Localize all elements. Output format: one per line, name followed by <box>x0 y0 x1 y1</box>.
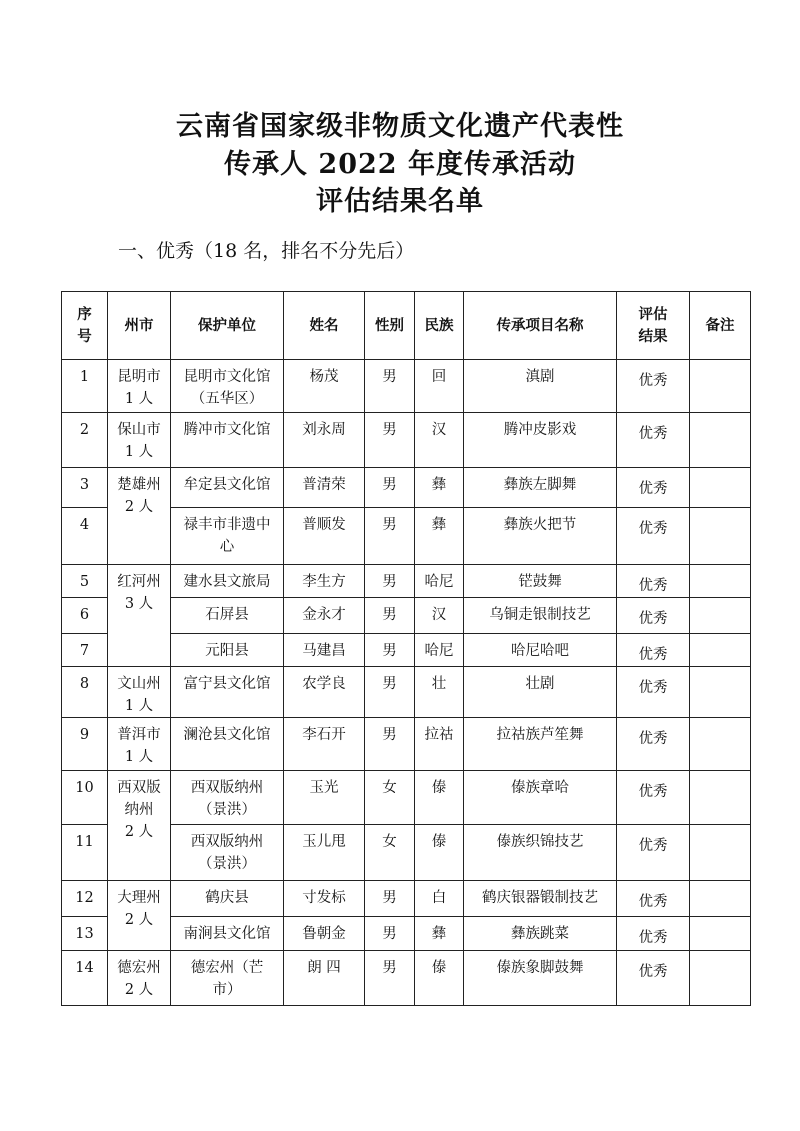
cell-gender: 男 <box>365 468 415 508</box>
cell-note <box>690 413 751 468</box>
cell-project: 傣族织锦技艺 <box>464 825 617 881</box>
table-row <box>62 413 751 468</box>
cell-seq: 11 <box>62 825 108 881</box>
cell-seq: 13 <box>62 917 108 951</box>
cell-note <box>690 508 751 565</box>
cell-project: 拉祜族芦笙舞 <box>464 718 617 771</box>
cell-gender: 男 <box>365 360 415 413</box>
cell-result: 优秀 <box>617 951 690 1006</box>
cell-seq: 8 <box>62 667 108 718</box>
cell-ethnicity: 傣 <box>415 951 464 1006</box>
cell-city <box>108 667 171 718</box>
city-count: 3 人 <box>124 596 154 612</box>
header-city: 州市 <box>108 292 171 360</box>
cell-name: 杨茂 <box>284 360 365 413</box>
cell-project: 彝族左脚舞 <box>464 468 617 508</box>
section-heading: 一、优秀（18 名，排名不分先后） <box>118 240 415 262</box>
cell-ethnicity: 哈尼 <box>415 565 464 598</box>
cell-name: 李石开 <box>284 718 365 771</box>
cell-project: 乌铜走银制技艺 <box>464 598 617 634</box>
city-count: 2 人 <box>124 982 154 998</box>
cell-project: 傣族章哈 <box>464 771 617 825</box>
cell-name: 马建昌 <box>284 634 365 667</box>
table-row <box>62 667 751 718</box>
cell-note <box>690 917 751 951</box>
cell-ethnicity: 傣 <box>415 771 464 825</box>
table-row <box>62 881 751 917</box>
cell-unit: 建水县文旅局 <box>171 565 284 598</box>
cell-note <box>690 771 751 825</box>
cell-seq: 14 <box>62 951 108 1006</box>
city-name: 楚雄州 <box>117 477 161 493</box>
cell-gender: 男 <box>365 951 415 1006</box>
table-row <box>62 771 751 825</box>
cell-note <box>690 634 751 667</box>
cell-gender: 男 <box>365 508 415 565</box>
city-name: 保山市 <box>117 422 161 438</box>
title-line-3: 评估结果名单 <box>316 186 484 217</box>
cell-gender: 男 <box>365 667 415 718</box>
cell-unit: 禄丰市非遗中心 <box>171 508 284 565</box>
cell-result: 优秀 <box>617 413 690 468</box>
table-row <box>62 468 751 508</box>
cell-project: 哈尼哈吧 <box>464 634 617 667</box>
cell-name: 玉儿甩 <box>284 825 365 881</box>
cell-gender: 男 <box>365 565 415 598</box>
cell-gender: 男 <box>365 634 415 667</box>
cell-ethnicity: 汉 <box>415 598 464 634</box>
title-line-2: 传承人 2022 年度传承活动 <box>224 149 576 180</box>
cell-city <box>108 881 171 951</box>
cell-name: 李生方 <box>284 565 365 598</box>
cell-project: 滇剧 <box>464 360 617 413</box>
cell-note <box>690 951 751 1006</box>
cell-project: 铓鼓舞 <box>464 565 617 598</box>
cell-note <box>690 881 751 917</box>
cell-note <box>690 468 751 508</box>
cell-name: 刘永周 <box>284 413 365 468</box>
cell-unit: 腾冲市文化馆 <box>171 413 284 468</box>
cell-unit: 昆明市文化馆（五华区） <box>171 360 284 413</box>
cell-gender: 男 <box>365 917 415 951</box>
cell-result: 优秀 <box>617 917 690 951</box>
city-name: 德宏州 <box>117 960 161 976</box>
cell-seq: 9 <box>62 718 108 771</box>
cell-note <box>690 825 751 881</box>
cell-city <box>108 360 171 413</box>
cell-result: 优秀 <box>617 468 690 508</box>
cell-unit: 元阳县 <box>171 634 284 667</box>
cell-ethnicity: 壮 <box>415 667 464 718</box>
cell-result: 优秀 <box>617 881 690 917</box>
cell-gender: 男 <box>365 413 415 468</box>
cell-name: 普清荣 <box>284 468 365 508</box>
table-header-row <box>62 292 751 360</box>
cell-gender: 女 <box>365 771 415 825</box>
cell-unit: 西双版纳州（景洪） <box>171 771 284 825</box>
cell-project: 腾冲皮影戏 <box>464 413 617 468</box>
cell-ethnicity: 彝 <box>415 468 464 508</box>
cell-result: 优秀 <box>617 360 690 413</box>
cell-city <box>108 565 171 667</box>
cell-result: 优秀 <box>617 508 690 565</box>
cell-name: 金永才 <box>284 598 365 634</box>
cell-unit: 富宁县文化馆 <box>171 667 284 718</box>
table-row <box>62 718 751 771</box>
cell-gender: 男 <box>365 598 415 634</box>
cell-seq: 1 <box>62 360 108 413</box>
cell-note <box>690 718 751 771</box>
cell-unit: 鹤庆县 <box>171 881 284 917</box>
city-count: 2 人 <box>124 912 154 928</box>
cell-unit: 德宏州（芒市） <box>171 951 284 1006</box>
cell-city <box>108 951 171 1006</box>
cell-ethnicity: 傣 <box>415 825 464 881</box>
cell-result: 优秀 <box>617 565 690 598</box>
cell-project: 彝族火把节 <box>464 508 617 565</box>
cell-project: 彝族跳菜 <box>464 917 617 951</box>
cell-unit: 南涧县文化馆 <box>171 917 284 951</box>
cell-project: 鹤庆银器锻制技艺 <box>464 881 617 917</box>
cell-seq: 3 <box>62 468 108 508</box>
city-name: 红河州 <box>117 574 161 590</box>
cell-unit: 牟定县文化馆 <box>171 468 284 508</box>
header-note: 备注 <box>690 292 751 360</box>
cell-unit: 澜沧县文化馆 <box>171 718 284 771</box>
cell-result: 优秀 <box>617 667 690 718</box>
cell-gender: 女 <box>365 825 415 881</box>
cell-seq: 6 <box>62 598 108 634</box>
city-count: 1 人 <box>124 749 154 765</box>
cell-ethnicity: 彝 <box>415 917 464 951</box>
cell-seq: 10 <box>62 771 108 825</box>
cell-seq: 7 <box>62 634 108 667</box>
cell-project: 壮剧 <box>464 667 617 718</box>
city-name: 昆明市 <box>117 369 161 385</box>
city-count: 2 人 <box>124 499 154 515</box>
city-name: 西双版纳州 <box>117 780 161 818</box>
cell-ethnicity: 汉 <box>415 413 464 468</box>
city-name: 普洱市 <box>117 727 161 743</box>
cell-name: 普顺发 <box>284 508 365 565</box>
cell-city <box>108 718 171 771</box>
table-row <box>62 360 751 413</box>
header-seq: 序号 <box>62 292 108 360</box>
cell-unit: 石屏县 <box>171 598 284 634</box>
cell-result: 优秀 <box>617 771 690 825</box>
header-ethnicity: 民族 <box>415 292 464 360</box>
header-project: 传承项目名称 <box>464 292 617 360</box>
city-count: 1 人 <box>124 444 154 460</box>
cell-city <box>108 468 171 565</box>
cell-seq: 2 <box>62 413 108 468</box>
cell-seq: 5 <box>62 565 108 598</box>
cell-name: 鲁朝金 <box>284 917 365 951</box>
header-name: 姓名 <box>284 292 365 360</box>
cell-gender: 男 <box>365 881 415 917</box>
city-count: 2 人 <box>124 824 154 840</box>
city-count: 1 人 <box>124 698 154 714</box>
header-gender: 性别 <box>365 292 415 360</box>
cell-ethnicity: 彝 <box>415 508 464 565</box>
city-count: 1 人 <box>124 391 154 407</box>
header-unit: 保护单位 <box>171 292 284 360</box>
cell-result: 优秀 <box>617 825 690 881</box>
cell-ethnicity: 回 <box>415 360 464 413</box>
cell-name: 寸发标 <box>284 881 365 917</box>
cell-name: 玉光 <box>284 771 365 825</box>
city-name: 文山州 <box>117 676 161 692</box>
cell-result: 优秀 <box>617 718 690 771</box>
cell-ethnicity: 白 <box>415 881 464 917</box>
cell-city <box>108 413 171 468</box>
cell-city <box>108 771 171 881</box>
cell-note <box>690 598 751 634</box>
city-name: 大理州 <box>117 890 161 906</box>
cell-note <box>690 667 751 718</box>
cell-result: 优秀 <box>617 598 690 634</box>
title-line-1: 云南省国家级非物质文化遗产代表性 <box>176 111 624 142</box>
cell-note <box>690 565 751 598</box>
table-row <box>62 565 751 598</box>
cell-name: 农学良 <box>284 667 365 718</box>
cell-project: 傣族象脚鼓舞 <box>464 951 617 1006</box>
results-table <box>61 291 751 1006</box>
cell-ethnicity: 哈尼 <box>415 634 464 667</box>
cell-unit: 西双版纳州（景洪） <box>171 825 284 881</box>
header-result: 评估结果 <box>617 292 690 360</box>
cell-gender: 男 <box>365 718 415 771</box>
cell-seq: 4 <box>62 508 108 565</box>
cell-note <box>690 360 751 413</box>
cell-seq: 12 <box>62 881 108 917</box>
table-row <box>62 951 751 1006</box>
cell-name: 朗 四 <box>284 951 365 1006</box>
cell-result: 优秀 <box>617 634 690 667</box>
cell-ethnicity: 拉祜 <box>415 718 464 771</box>
